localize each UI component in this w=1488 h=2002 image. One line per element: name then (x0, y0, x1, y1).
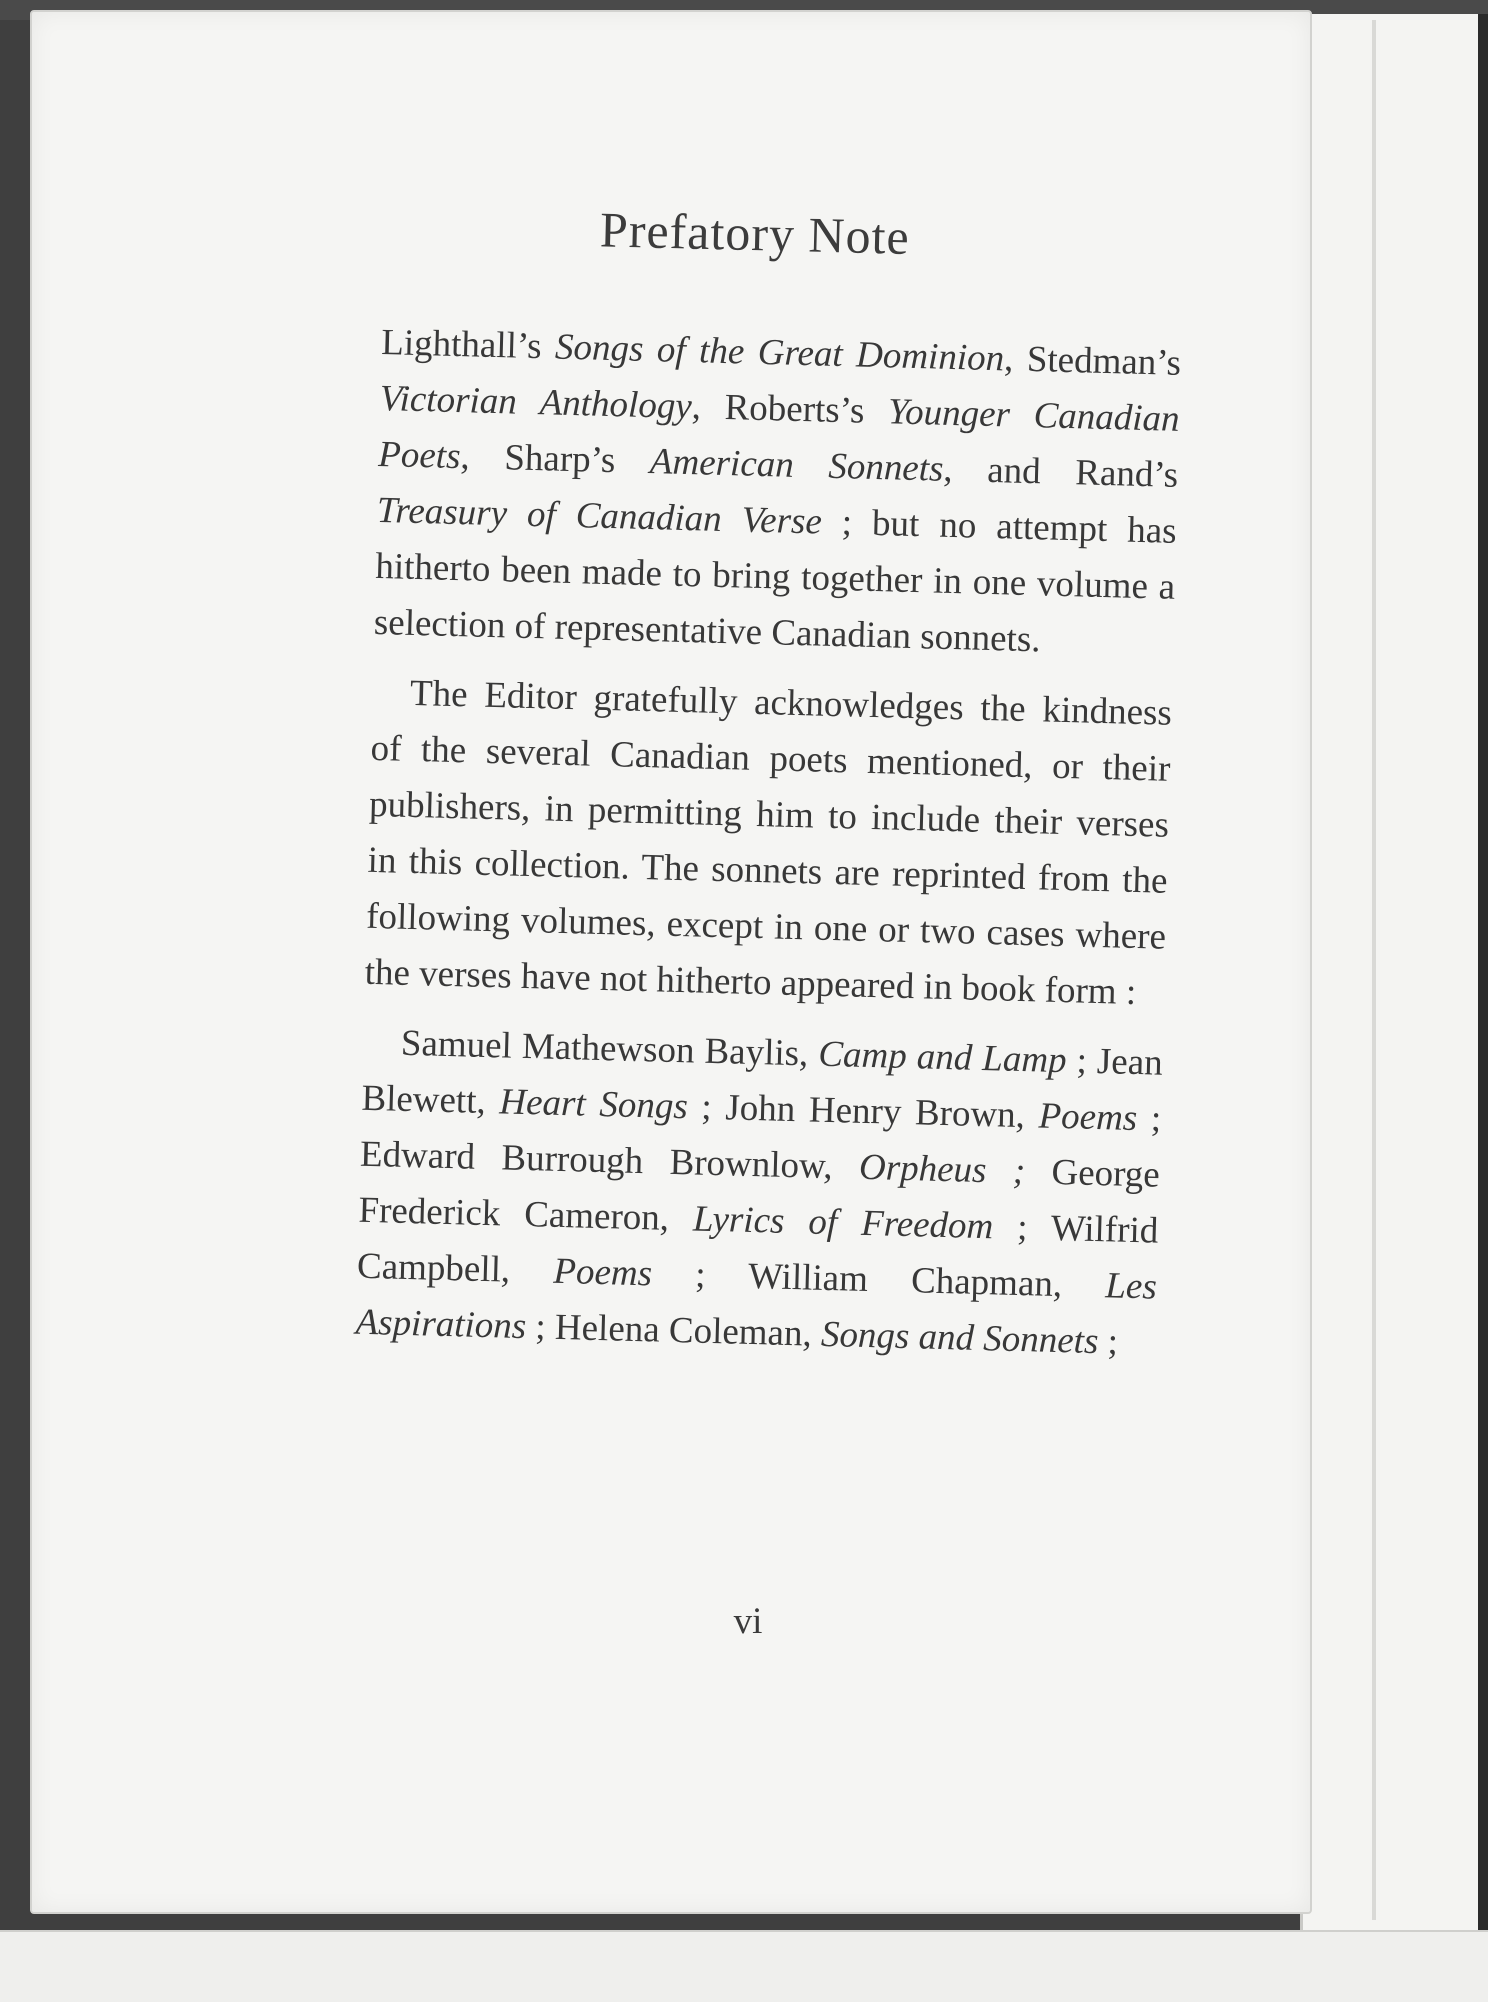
book-title: Victorian Anthology (379, 377, 693, 428)
text-run: ; Jean Blewett, (360, 1040, 1164, 1123)
book-title: Songs and Sonnets (820, 1313, 1099, 1363)
book-title: Les Aspirations (355, 1265, 1158, 1348)
text-run: ; but no attempt has hitherto been made to bring together in one volume a selection of representative Canadian sonnets. (373, 501, 1178, 661)
book-title: Younger Canadian Poets (377, 391, 1181, 478)
page-title: Prefatory Note (599, 201, 911, 265)
book-title: Poems (552, 1250, 653, 1295)
text-run: , and Rand’s (942, 448, 1179, 496)
text-run: ; Wilfrid Campbell, (356, 1206, 1159, 1292)
book-title: Lyrics of Freedom (692, 1198, 994, 1248)
facing-page-edge (1300, 14, 1488, 1964)
text-run: Samuel Mathewson Baylis, (400, 1022, 819, 1075)
body-text (355, 315, 1182, 1386)
page-gutter (1372, 20, 1376, 1920)
text-run: ; Edward Burrough Brownlow, (359, 1098, 1162, 1188)
text-run: , Roberts’s (691, 386, 889, 433)
text-run: ; John Henry Brown, (687, 1086, 1040, 1137)
scan-background-right (1478, 14, 1488, 1964)
paragraph-1 (373, 315, 1182, 672)
paragraph-2: The Editor gratefully acknowledges the kindness of the several Canadian poets mentioned, or their publishers, in permitting him to include their verses in this collection. The sonnets are reprinted from the following volumes, except in one or two cases where the verses have not hitherto appeared in book form : (364, 672, 1173, 1013)
text-run: ; William Chapman, (651, 1253, 1106, 1307)
paragraph-3 (355, 1015, 1164, 1372)
book-title: Treasury of Canadian Verse (376, 489, 823, 543)
page-bottom-edge (0, 1930, 1488, 2002)
text-run: , Stedman’s (1003, 338, 1182, 384)
text-run: George Frederick Cameron, (358, 1151, 1161, 1240)
text-run: ; (1097, 1321, 1119, 1363)
book-title: Poems (1038, 1095, 1138, 1140)
text-run: Lighthall’s (380, 321, 556, 368)
page-number: vi (733, 1601, 763, 1642)
text-run: , Sharp’s (459, 436, 651, 483)
text-run: ; Helena Coleman, (525, 1306, 822, 1355)
book-title: Songs of the Great Dominion (554, 326, 1005, 380)
book-title: Camp and Lamp (817, 1033, 1068, 1082)
book-title: Heart Songs (498, 1081, 689, 1128)
book-title: Orpheus ; (858, 1146, 1026, 1193)
book-title: American Sonnets (649, 441, 944, 490)
